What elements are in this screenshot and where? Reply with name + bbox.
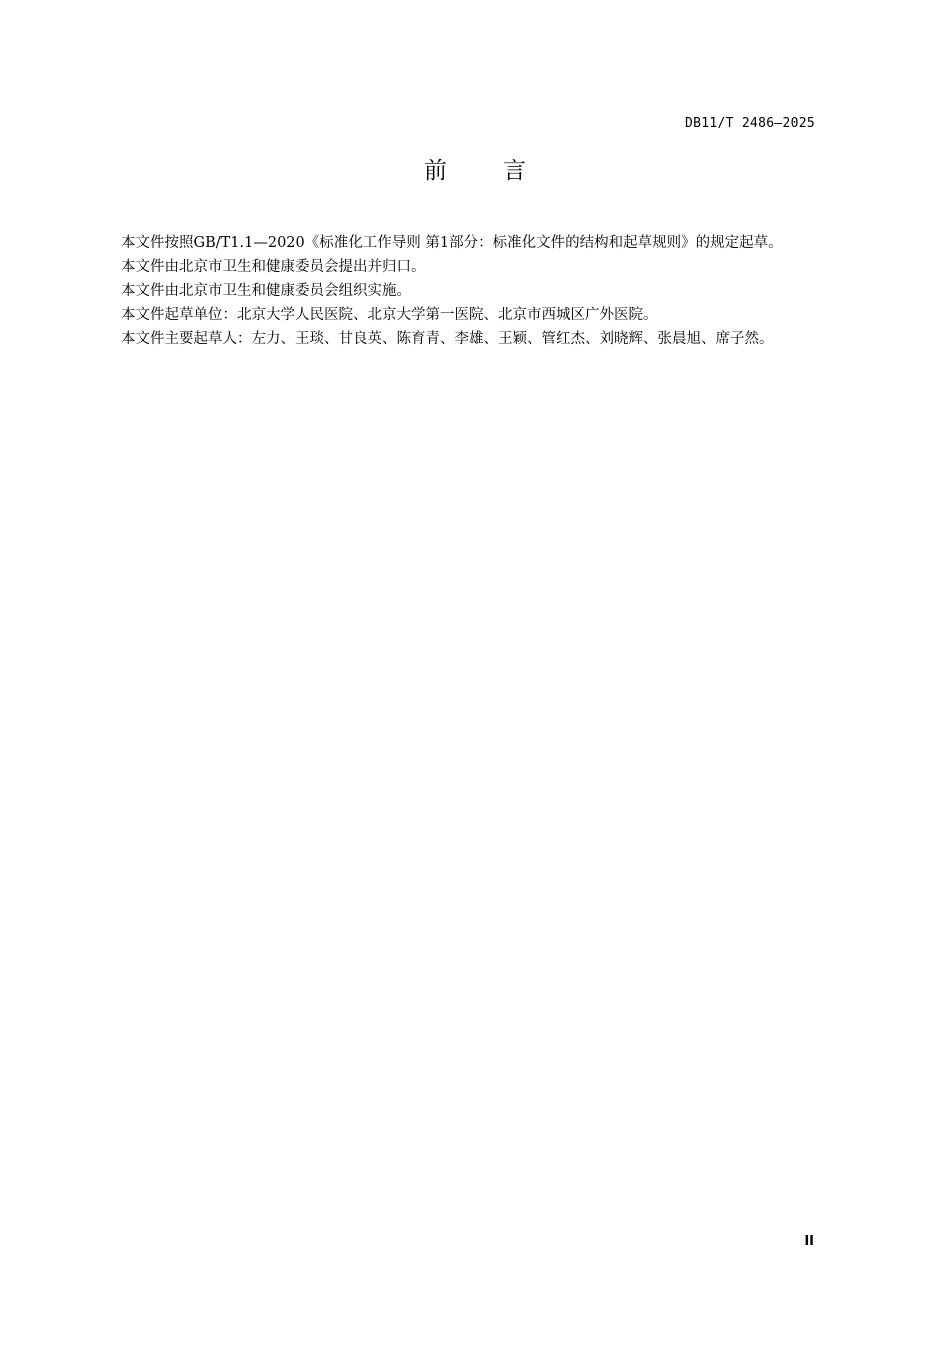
paragraph-implementer: 本文件由北京市卫生和健康委员会组织实施。 <box>121 283 411 299</box>
paragraph-proposer: 本文件由北京市卫生和健康委员会提出并归口。 <box>121 259 426 275</box>
paragraph-drafting-units: 本文件起草单位：北京大学人民医院、北京大学第一医院、北京市西城区广外医院。 <box>121 307 658 323</box>
foreword-body <box>91 231 815 351</box>
page-number: II <box>804 1234 814 1249</box>
paragraph-drafting-basis: 本文件按照GB/T1.1—2020《标准化工作导则 第1部分：标准化文件的结构和起草规则》的规定起草。 <box>121 235 783 251</box>
paragraph-drafters: 本文件主要起草人：左力、王琰、甘良英、陈育青、李雄、王颖、管红杰、刘晓辉、张晨旭、席子然。 <box>121 331 774 347</box>
document-code: DB11/T 2486—2025 <box>684 116 815 131</box>
page-title: 前言 <box>424 158 582 184</box>
